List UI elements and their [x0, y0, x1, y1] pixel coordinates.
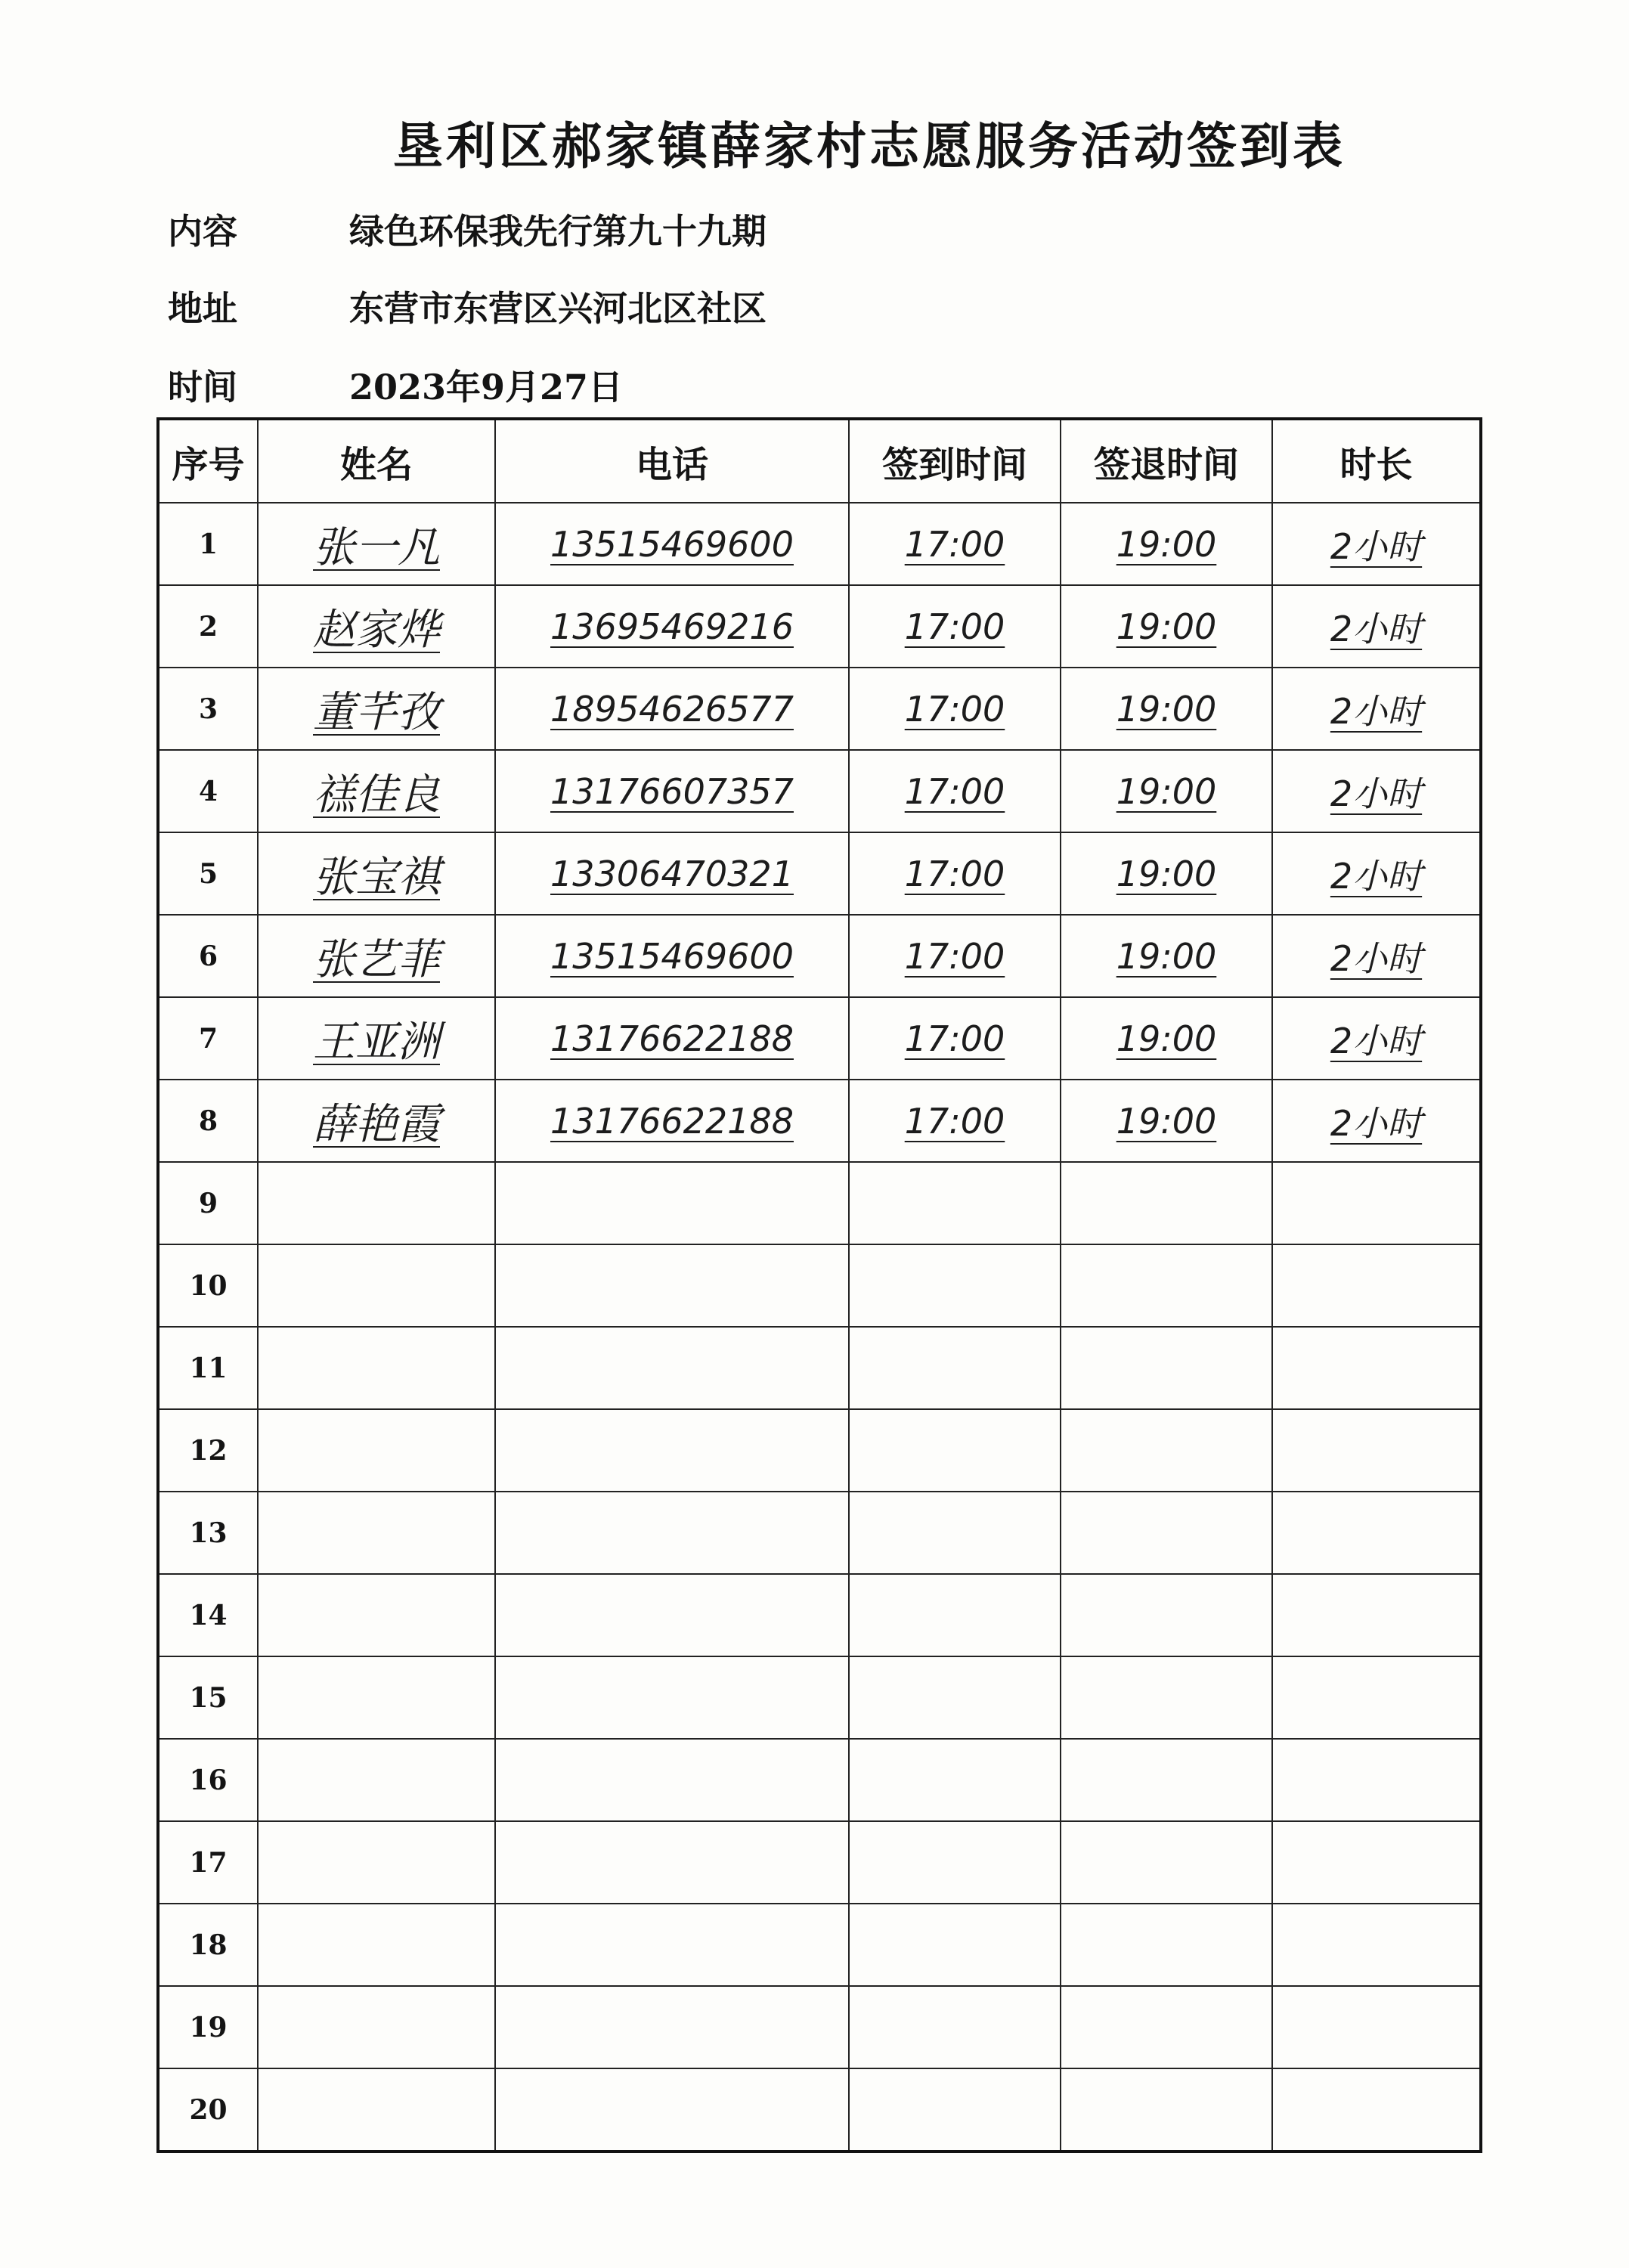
duration-cell	[1272, 1162, 1481, 1244]
signin-table	[156, 417, 1482, 2153]
sign-out-cell	[1061, 2068, 1272, 2152]
table-row	[158, 1574, 1481, 1656]
address-label: 地址	[168, 288, 237, 329]
sign-in-cell	[849, 1244, 1061, 1327]
table-row	[158, 915, 1481, 997]
table-row	[158, 832, 1481, 915]
duration-cell	[1272, 1492, 1481, 1574]
table-row	[158, 585, 1481, 668]
duration-cell	[1272, 1244, 1481, 1327]
name-cell: 董芊孜	[258, 668, 495, 750]
phone-cell: 13515469600	[495, 503, 849, 585]
phone-cell: 13515469600	[495, 915, 849, 997]
table-row	[158, 503, 1481, 585]
sign-in-cell	[849, 1162, 1061, 1244]
header-phone: 电话	[495, 419, 849, 503]
meta-address-row	[168, 281, 766, 331]
phone-cell: 13176622188	[495, 997, 849, 1080]
table-row	[158, 1409, 1481, 1492]
phone-cell	[495, 1739, 849, 1821]
meta-time-row	[168, 360, 623, 410]
name-cell	[258, 1574, 495, 1656]
row-number: 19	[158, 1986, 258, 2068]
sign-out-cell: 19:00	[1061, 585, 1272, 668]
name-cell: 张艺菲	[258, 915, 495, 997]
sign-out-cell: 19:00	[1061, 503, 1272, 585]
table-row	[158, 750, 1481, 832]
duration-cell: 2小时	[1272, 503, 1481, 585]
sign-in-cell	[849, 2068, 1061, 2152]
row-number: 4	[158, 750, 258, 832]
duration-cell: 2小时	[1272, 750, 1481, 832]
phone-cell	[495, 1986, 849, 2068]
name-cell: 王亚洲	[258, 997, 495, 1080]
sign-out-cell	[1061, 1574, 1272, 1656]
table-row	[158, 1904, 1481, 1986]
sign-in-cell	[849, 1656, 1061, 1739]
table-row	[158, 1162, 1481, 1244]
name-cell	[258, 1656, 495, 1739]
row-number: 13	[158, 1492, 258, 1574]
duration-cell	[1272, 2068, 1481, 2152]
sign-in-cell	[849, 1409, 1061, 1492]
sign-in-cell: 17:00	[849, 750, 1061, 832]
sign-out-cell	[1061, 1327, 1272, 1409]
sign-out-cell	[1061, 1162, 1272, 1244]
table-row	[158, 1327, 1481, 1409]
table-row	[158, 1656, 1481, 1739]
table-row	[158, 1492, 1481, 1574]
name-cell: 张一凡	[258, 503, 495, 585]
sign-in-cell: 17:00	[849, 997, 1061, 1080]
duration-cell	[1272, 1986, 1481, 2068]
phone-cell	[495, 1904, 849, 1986]
duration-cell: 2小时	[1272, 832, 1481, 915]
row-number: 15	[158, 1656, 258, 1739]
sign-in-cell	[849, 1904, 1061, 1986]
name-cell	[258, 1904, 495, 1986]
sign-in-cell	[849, 1327, 1061, 1409]
duration-cell	[1272, 1409, 1481, 1492]
phone-cell	[495, 1409, 849, 1492]
table-row	[158, 1739, 1481, 1821]
sign-out-cell	[1061, 1492, 1272, 1574]
table-row	[158, 1821, 1481, 1904]
row-number: 10	[158, 1244, 258, 1327]
sign-in-cell	[849, 1574, 1061, 1656]
duration-cell	[1272, 1327, 1481, 1409]
sign-out-cell	[1061, 1986, 1272, 2068]
name-cell	[258, 1244, 495, 1327]
sign-out-cell	[1061, 1821, 1272, 1904]
sign-in-cell	[849, 1821, 1061, 1904]
sign-in-cell: 17:00	[849, 668, 1061, 750]
address-value: 东营市东营区兴河北区社区	[349, 288, 766, 329]
meta-content-row	[168, 204, 766, 254]
name-cell	[258, 1739, 495, 1821]
row-number: 2	[158, 585, 258, 668]
row-number: 7	[158, 997, 258, 1080]
row-number: 18	[158, 1904, 258, 1986]
duration-cell	[1272, 1739, 1481, 1821]
name-cell	[258, 1492, 495, 1574]
sign-in-cell: 17:00	[849, 1080, 1061, 1162]
duration-cell: 2小时	[1272, 585, 1481, 668]
duration-cell: 2小时	[1272, 915, 1481, 997]
sign-in-cell: 17:00	[849, 585, 1061, 668]
row-number: 9	[158, 1162, 258, 1244]
duration-cell: 2小时	[1272, 1080, 1481, 1162]
table-row	[158, 2068, 1481, 2152]
name-cell: 禚佳良	[258, 750, 495, 832]
sign-out-cell: 19:00	[1061, 750, 1272, 832]
duration-cell: 2小时	[1272, 668, 1481, 750]
duration-cell	[1272, 1904, 1481, 1986]
content-label: 内容	[168, 211, 237, 252]
phone-cell: 13176622188	[495, 1080, 849, 1162]
row-number: 5	[158, 832, 258, 915]
sign-in-cell: 17:00	[849, 915, 1061, 997]
row-number: 3	[158, 668, 258, 750]
name-cell: 赵家烨	[258, 585, 495, 668]
duration-cell	[1272, 1574, 1481, 1656]
sign-out-cell	[1061, 1904, 1272, 1986]
duration-cell: 2小时	[1272, 997, 1481, 1080]
sign-in-cell: 17:00	[849, 503, 1061, 585]
sign-out-cell: 19:00	[1061, 832, 1272, 915]
time-label: 时间	[168, 367, 237, 407]
phone-cell: 13306470321	[495, 832, 849, 915]
sign-out-cell: 19:00	[1061, 668, 1272, 750]
name-cell: 张宝祺	[258, 832, 495, 915]
name-cell	[258, 1986, 495, 2068]
phone-cell	[495, 1492, 849, 1574]
name-cell	[258, 1821, 495, 1904]
table-row	[158, 1986, 1481, 2068]
phone-cell	[495, 2068, 849, 2152]
header-sign-out: 签退时间	[1061, 419, 1272, 503]
table-row	[158, 1244, 1481, 1327]
sign-out-cell	[1061, 1656, 1272, 1739]
duration-cell	[1272, 1656, 1481, 1739]
sign-out-cell: 19:00	[1061, 1080, 1272, 1162]
row-number: 20	[158, 2068, 258, 2152]
name-cell: 薛艳霞	[258, 1080, 495, 1162]
row-number: 12	[158, 1409, 258, 1492]
table-row	[158, 997, 1481, 1080]
row-number: 6	[158, 915, 258, 997]
name-cell	[258, 1162, 495, 1244]
sign-out-cell: 19:00	[1061, 997, 1272, 1080]
header-sign-in: 签到时间	[849, 419, 1061, 503]
name-cell	[258, 2068, 495, 2152]
page-title: 垦利区郝家镇薛家村志愿服务活动签到表	[393, 116, 1346, 175]
table-row	[158, 1080, 1481, 1162]
row-number: 1	[158, 503, 258, 585]
sign-out-cell: 19:00	[1061, 915, 1272, 997]
name-cell	[258, 1327, 495, 1409]
time-value: 2023年9月27日	[349, 367, 624, 407]
phone-cell	[495, 1574, 849, 1656]
phone-cell: 18954626577	[495, 668, 849, 750]
sign-out-cell	[1061, 1409, 1272, 1492]
header-no: 序号	[158, 419, 258, 503]
phone-cell: 13176607357	[495, 750, 849, 832]
sign-in-cell: 17:00	[849, 832, 1061, 915]
phone-cell	[495, 1656, 849, 1739]
row-number: 11	[158, 1327, 258, 1409]
phone-cell	[495, 1162, 849, 1244]
content-value: 绿色环保我先行第九十九期	[349, 211, 766, 252]
phone-cell: 13695469216	[495, 585, 849, 668]
row-number: 14	[158, 1574, 258, 1656]
header-name: 姓名	[258, 419, 495, 503]
phone-cell	[495, 1821, 849, 1904]
sign-in-cell	[849, 1492, 1061, 1574]
sign-in-cell	[849, 1986, 1061, 2068]
sign-in-cell	[849, 1739, 1061, 1821]
row-number: 8	[158, 1080, 258, 1162]
row-number: 16	[158, 1739, 258, 1821]
table-row	[158, 668, 1481, 750]
phone-cell	[495, 1327, 849, 1409]
row-number: 17	[158, 1821, 258, 1904]
sign-out-cell	[1061, 1244, 1272, 1327]
duration-cell	[1272, 1821, 1481, 1904]
phone-cell	[495, 1244, 849, 1327]
sign-out-cell	[1061, 1739, 1272, 1821]
table-header-row	[158, 419, 1481, 503]
name-cell	[258, 1409, 495, 1492]
header-duration: 时长	[1272, 419, 1481, 503]
